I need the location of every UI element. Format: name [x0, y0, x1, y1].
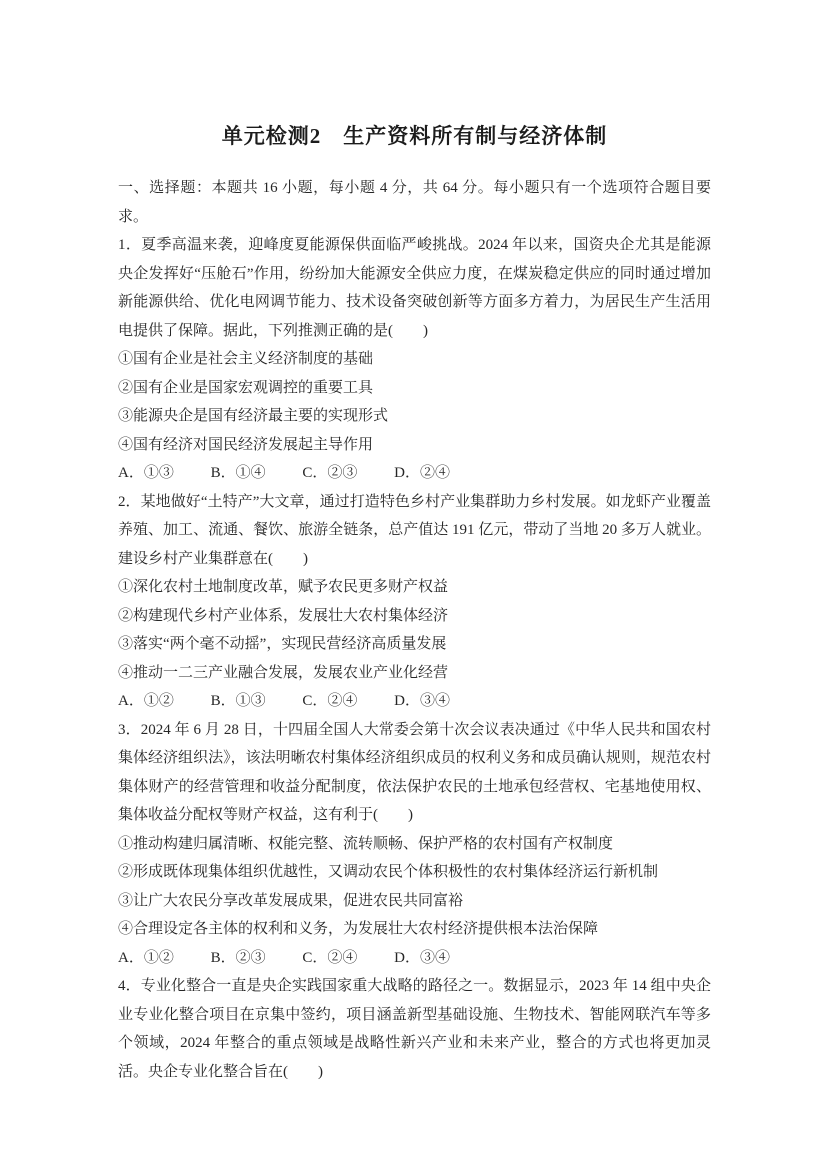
- section-instructions: 一、选择题：本题共 16 小题，每小题 4 分，共 64 分。每小题只有一个选项符合题目要求。: [118, 180, 711, 225]
- question-4: [118, 972, 711, 1086]
- question-1-item-4: ④国有经济对国民经济发展起主导作用: [118, 436, 374, 453]
- question-3-item-1: ①推动构建归属清晰、权能完整、流转顺畅、保护严格的农村国有产权制度: [118, 835, 614, 852]
- question-1-item-2: ②国有企业是国家宏观调控的重要工具: [118, 379, 374, 396]
- question-2-item-3: ③落实“两个毫不动摇”，实现民营经济高质量发展: [118, 636, 447, 652]
- question-1-item-1: ①国有企业是社会主义经济制度的基础: [118, 351, 374, 367]
- question-1-choice-d: D．②④: [394, 465, 450, 481]
- question-4-stem: 4．专业化整合一直是央企实践国家重大战略的路径之一。数据显示，2023 年 14 组中央企业专业化整合项目在京集中签约，项目涵盖新型基础设施、生物技术、智能网联汽车等多个领域，2024 年整合的重点领域是战略性新兴产业和未来产业，整合的方式也将更加灵活。央企专业化整合旨在( ): [118, 978, 711, 1080]
- question-1-item-3: ③能源央企是国有经济最主要的实现形式: [118, 408, 389, 424]
- question-1-choices: [118, 459, 711, 488]
- question-3-stem: 3．2024 年 6 月 28 日，十四届全国人大常委会第十次会议表决通过《中华人民共和国农村集体经济组织法》，该法明晰农村集体经济组织成员的权利义务和成员确认规则，规范农村集体财产的经营管理和收益分配制度，依法保护农民的土地承包经营权、宅基地使用权、集体收益分配权等财产权益，这有利于( ): [118, 721, 711, 823]
- question-3-choice-d: D．③④: [394, 949, 450, 966]
- question-2-item-2: ②构建现代乡村产业体系，发展壮大农村集体经济: [118, 607, 449, 624]
- question-2-item-1: ①深化农村土地制度改革，赋予农民更多财产权益: [118, 579, 449, 595]
- question-3-item-3: ③让广大农民分享改革发展成果，促进农民共同富裕: [118, 892, 464, 909]
- question-3-choices: [118, 944, 711, 973]
- question-2-choice-b: B．①③: [210, 693, 266, 709]
- question-3-item-2: ②形成既体现集体组织优越性，又调动农民个体积极性的农村集体经济运行新机制: [118, 864, 659, 880]
- question-1-choice-b: B．①④: [210, 465, 266, 481]
- question-3-item-4: ④合理设定各主体的权利和义务，为发展壮大农村经济提供根本法治保障: [118, 921, 599, 937]
- page-title: 单元检测2 生产资料所有制与经济体制: [221, 124, 608, 148]
- question-1-choice-c: C．②③: [302, 465, 358, 481]
- question-1-choice-a: A．①③: [118, 465, 174, 481]
- question-2-choice-d: D．③④: [394, 693, 450, 709]
- question-2: [118, 488, 711, 716]
- question-2-choice-c: C．②④: [302, 693, 358, 709]
- question-1-stem: 1．夏季高温来袭，迎峰度夏能源保供面临严峻挑战。2024 年以来，国资央企尤其是能源央企发挥好“压舱石”作用，纷纷加大能源安全供应力度，在煤炭稳定供应的同时通过增加新能源供给、优化电网调节能力、技术设备突破创新等方面多方着力，为居民生产生活用电提供了保障。据此，下列推测正确的是( ): [118, 237, 711, 339]
- question-3-choice-b: B．②③: [210, 949, 266, 966]
- question-1: [118, 231, 711, 488]
- document-body: [118, 174, 711, 1086]
- question-2-choice-a: A．①②: [118, 693, 174, 709]
- question-3: [118, 716, 711, 973]
- document-content: [118, 0, 711, 1086]
- question-3-choice-a: A．①②: [118, 949, 174, 966]
- question-2-stem: 2．某地做好“土特产”大文章，通过打造特色乡村产业集群助力乡村发展。如龙虾产业覆盖养殖、加工、流通、餐饮、旅游全链条，总产值达 191 亿元，带动了当地 20 多万人就业。建设乡村产业集群意在( ): [118, 493, 711, 567]
- question-3-choice-c: C．②④: [302, 949, 358, 966]
- question-2-item-4: ④推动一二三产业融合发展，发展农业产业化经营: [118, 664, 449, 681]
- question-2-choices: [118, 687, 711, 716]
